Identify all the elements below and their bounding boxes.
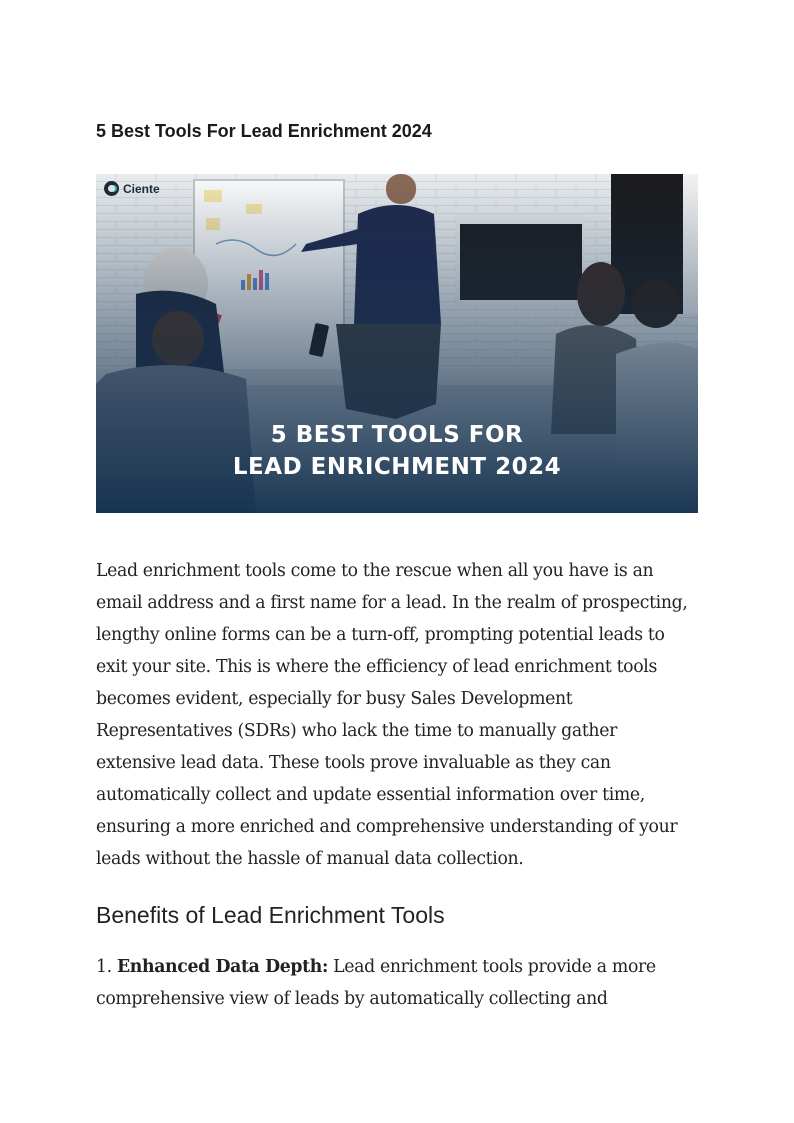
benefit-item-term: Enhanced Data Depth: bbox=[116, 957, 329, 977]
ciente-logo bbox=[104, 181, 160, 196]
hero-image bbox=[96, 174, 698, 513]
document-title: 5 Best Tools For Lead Enrichment 2024 bbox=[96, 121, 432, 141]
benefit-item-1 bbox=[96, 951, 700, 1015]
hero-caption bbox=[96, 419, 698, 483]
ciente-logo-text: Ciente bbox=[123, 181, 160, 196]
intro-paragraph: Lead enrichment tools come to the rescue when all you have is an email address and a first name for a lead. In the realm of prospecting, lengthy online forms can be a turn-off, prompting potential leads to exit your site. This is where the efficiency of lead enrichment tools becomes evident, especially for busy Sales Development Representatives (SDRs) who lack the time to manually gather extensive lead data. These tools prove invaluable as they can automatically collect and update essential information over time, ensuring a more enriched and comprehensive understanding of your leads without the hassle of manual data collection. bbox=[96, 561, 688, 869]
benefit-item-text: Lead enrichment tools provide a more comprehensive view of leads by automatically collecting and bbox=[96, 957, 656, 1009]
benefit-item-number: 1. bbox=[96, 957, 112, 977]
ciente-logo-icon bbox=[104, 181, 119, 196]
benefits-heading: Benefits of Lead Enrichment Tools bbox=[96, 902, 445, 928]
hero-caption-line-1: 5 BEST TOOLS FOR bbox=[270, 422, 524, 448]
hero-caption-line-2: LEAD ENRICHMENT 2024 bbox=[232, 454, 562, 480]
